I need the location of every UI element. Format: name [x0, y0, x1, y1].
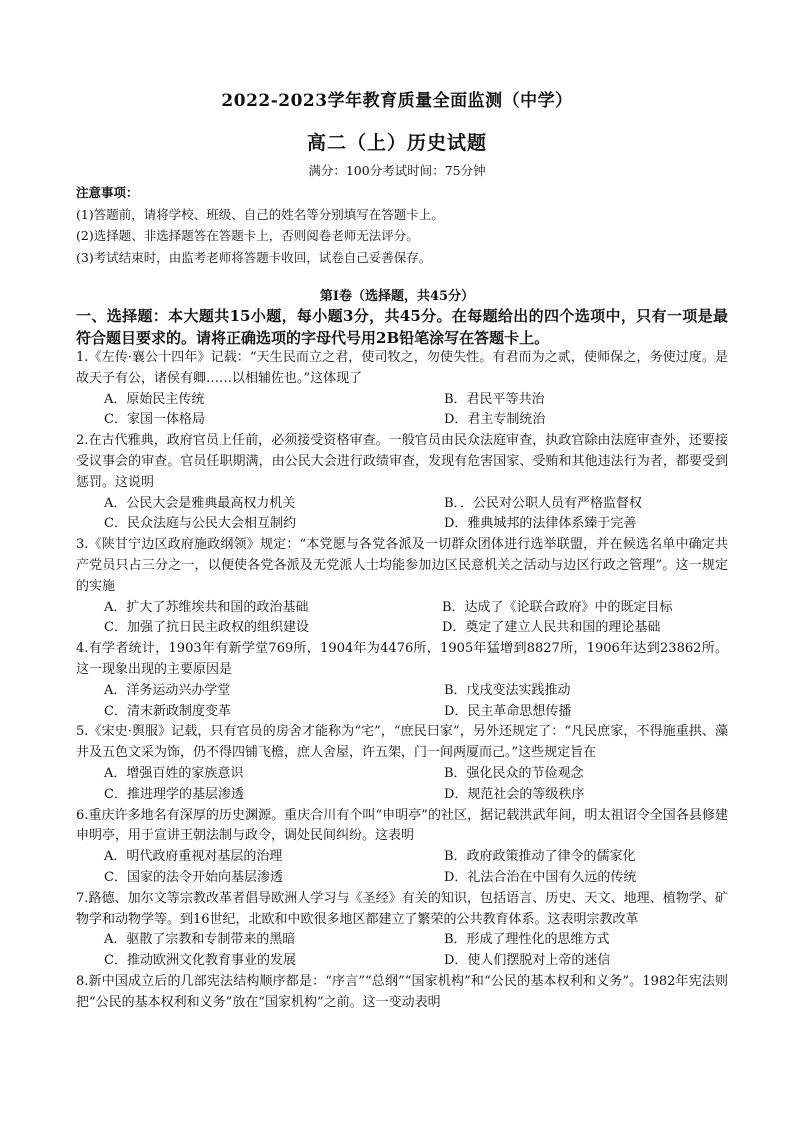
option-c: C．国家的法令开始向基层渗透	[104, 869, 283, 885]
option-b: B．强化民众的节俭观念	[444, 765, 584, 781]
notice-item: (3)考试结束时，由监考老师将答题卡收回，试卷自己妥善保存。	[76, 249, 432, 265]
option-b: B．达成了《论联合政府》中的既定目标	[442, 599, 673, 615]
option-c: C．民众法庭与公民大会相互制约	[104, 516, 296, 532]
exam-meta: 满分：100分考试时间：75分钟	[308, 163, 486, 178]
question	[76, 889, 728, 972]
exam-title: 2022-2023学年教育质量全面监测（中学）	[221, 91, 573, 111]
option-c: C．推进理学的基层渗透	[104, 786, 244, 802]
option-d: D．规范社会的等级秩序	[444, 786, 585, 802]
option-group	[76, 598, 728, 640]
question	[76, 722, 728, 805]
option-a: A．原始民主传统	[104, 391, 205, 407]
exam-subtitle: 高二（上）历史试题	[306, 132, 487, 154]
option-d: D．使人们摆脱对上帝的迷信	[444, 953, 611, 969]
option-b: B．形成了理性化的思维方式	[444, 932, 610, 948]
option-group	[76, 390, 728, 432]
question-stem: 6.重庆许多地名有深厚的历史渊源。重庆合川有个叫“申明亭”的社区，据记载洪武年间，明太祖诏令全国各县修建申明亭，用于宣讲王朝法制与政令，调处民间纠纷。这表明	[76, 807, 728, 844]
option-d: D．民主革命思想传播	[444, 703, 572, 719]
question	[76, 639, 728, 722]
notice-block	[76, 182, 726, 268]
option-group	[76, 681, 728, 723]
question	[76, 806, 728, 889]
section-heading: 第Ⅰ卷（选择题，共45分）	[319, 289, 475, 304]
question-stem: 4.有学者统计，1903年有新学堂769所，1904年为4476所，1905年猛增到8827所，1906年达到23862所。这一现象出现的主要原因是	[76, 641, 728, 677]
question-stem: 7.路德、加尔文等宗教改革者倡导欧洲人学习与《圣经》有关的知识，包括语言、历史、天文、地理、植物学、矿物学和动物学等。到16世纪，北欧和中欧很多地区都建立了繁荣的公共教育体系。这表明宗教改革	[76, 890, 728, 927]
option-a: A．洋务运动兴办学堂	[104, 682, 231, 698]
option-group	[76, 930, 728, 972]
option-d: D．君主专制统治	[444, 412, 546, 428]
option-b: B．政府政策推动了律令的儒家化	[444, 849, 636, 865]
notice-heading: 注意事项：	[76, 185, 139, 200]
option-c: C．家国一体格局	[104, 412, 205, 428]
section-instruction: 一、选择题：本大题共15小题，每小题3分，共45分。在每题给出的四个选项中，只有一项是最符合题目要求的。请将正确选项的字母代号用2B铅笔涂写在答题卡上。	[76, 307, 728, 347]
question	[76, 535, 728, 639]
option-d: D．雅典城邦的法律体系臻于完善	[444, 516, 637, 532]
question	[76, 431, 728, 535]
option-d: D．奠定了建立人民共和国的理论基础	[442, 620, 661, 636]
option-c: C．加强了抗日民主政权的组织建设	[104, 620, 309, 636]
option-group	[76, 847, 728, 889]
question-stem: 1.《左传·襄公十四年》记载：“天生民而立之君，使司牧之，勿使失性。有君而为之贰，使师保之，务使过度。是故天子有公，诸侯有卿……以相辅佐也。”这体现了	[76, 350, 728, 386]
option-c: C．清末新政制度变革	[104, 703, 231, 719]
option-b: B．戊戌变法实践推动	[444, 682, 571, 698]
question-stem: 3.《陕甘宁边区政府施政纲领》规定：“本党愿与各党各派及一切群众团体进行选举联盟，并在候选名单中确定共产党员只占三分之一，以便使各党各派及无党派人士均能参加边区民意机关之活动与边区行政之管理”。这一规定的实施	[76, 537, 728, 594]
question-stem: 2.在古代雅典，政府官员上任前，必须接受资格审查。一般官员由民众法庭审查，执政官除由法庭审查外，还要接受议事会的审查。官员任职期满，由公民大会进行政绩审查，发现有危害国家、受贿和其他违法行为者，都要受到惩罚。这说明	[76, 433, 728, 490]
option-a: A．扩大了苏维埃共和国的政治基础	[104, 599, 309, 615]
question-stem: 5.《宋史·舆服》记载，只有官员的房舍才能称为“宅”，“庶民曰家”，另外还规定了：“凡民庶家，不得施重拱、藻井及五色文采为饰，仍不得四铺飞檐，庶人舍屋，许五架，门一间两厦而己。”这些规定旨在	[76, 724, 728, 761]
option-a: A．增强百姓的家族意识	[104, 765, 244, 781]
question-stem: 8.新中国成立后的几部宪法结构顺序都是：“序言”“总纲”“国家机构”和“公民的基本权利和义务”。1982年宪法则把“公民的基本权利和义务”放在“国家机构”之前。这一变动表明	[76, 973, 728, 1010]
notice-item: (2)选择题、非选择题答在答题卡上，否则阅卷老师无法评分。	[76, 228, 419, 243]
question-list	[76, 348, 728, 1014]
question	[76, 348, 728, 431]
option-group	[76, 764, 728, 806]
option-a: A．驱散了宗教和专制带来的黑暗	[104, 932, 296, 948]
option-group	[76, 494, 728, 536]
option-a: A．明代政府重视对基层的治理	[104, 849, 283, 865]
option-c: C．推动欧洲文化教育事业的发展	[104, 953, 296, 969]
option-d: D．礼法合治在中国有久远的传统	[444, 869, 637, 885]
option-a: A．公民大会是雅典最高权力机关	[104, 495, 296, 511]
option-b: B．．公民对公职人员有严格监督权	[444, 495, 643, 511]
notice-item: (1)答题前，请将学校、班级、自己的姓名等分别填写在答题卡上。	[76, 206, 444, 222]
question	[76, 972, 728, 1014]
option-b: B．君民平等共治	[444, 391, 545, 407]
